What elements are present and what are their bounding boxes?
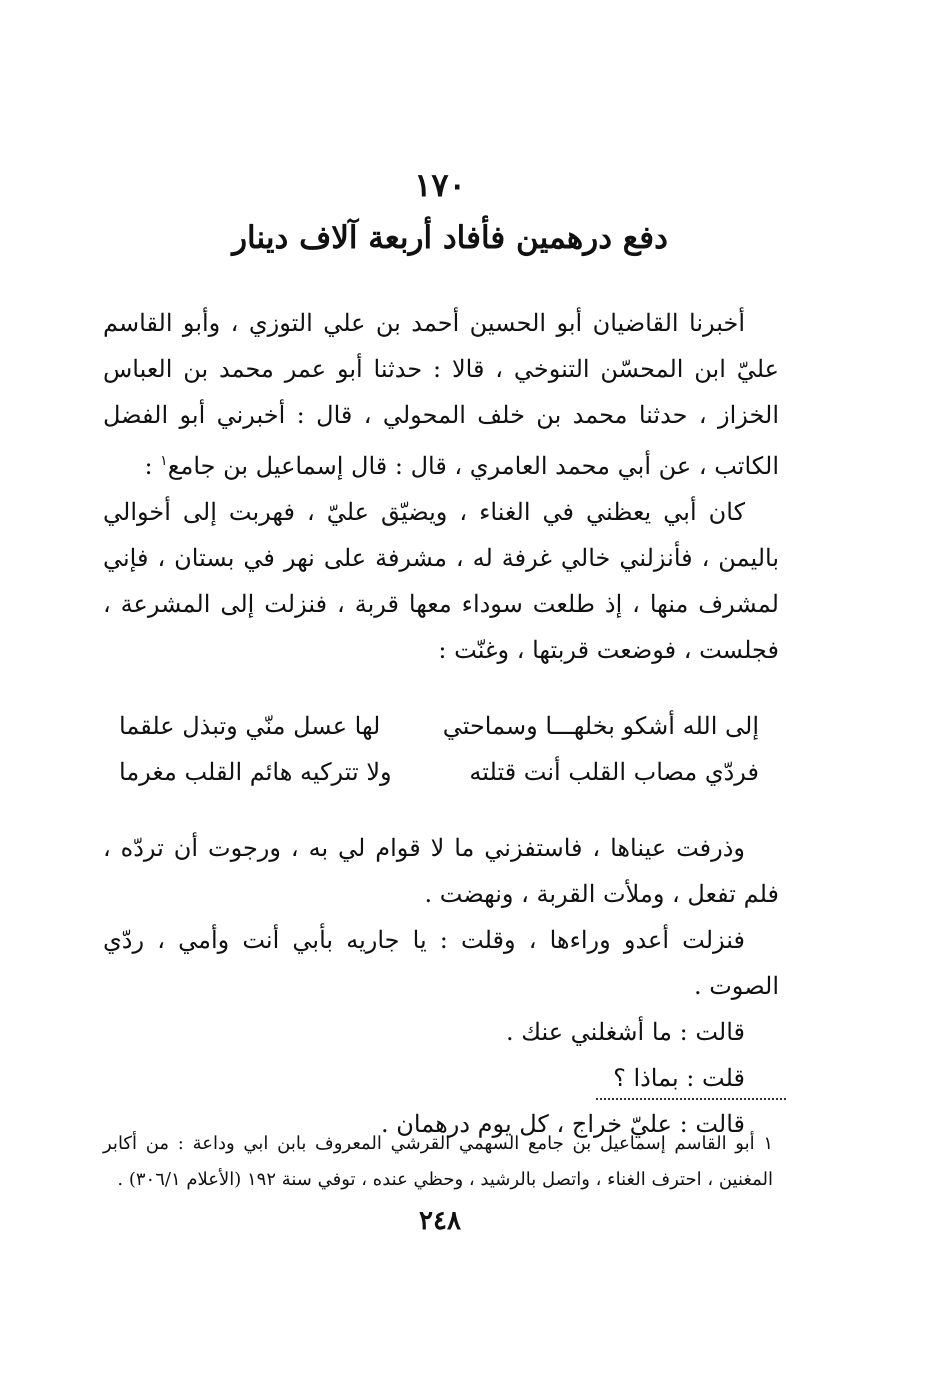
dialogue-line-3: قالت : عليّ خراج ، كل يوم درهمان .	[381, 1110, 745, 1138]
story-number: ١٧٠	[414, 166, 466, 204]
footnote	[103, 1126, 773, 1198]
spacer	[103, 673, 779, 703]
spacer	[103, 795, 779, 825]
verse-2-second-hemistich: ولا تتركيه هائم القلب مغرما	[119, 758, 392, 786]
isnad-paragraph	[103, 300, 779, 489]
verse-1-first-hemistich: إلى الله أشكو بخلهـــا وسماحتي	[442, 712, 759, 740]
isnad-text: أخبرنا القاضيان أبو الحسين أحمد بن علي التوزي ، وأبو القاسم عليّ ابن المحسّن التنوخي ، قالا : حدثنا أبو عمر محمد بن العباس الخزاز ، حدثنا محمد بن خلف المحولي ، قال : أخبرني أبو الفضل الكاتب ، عن أبي محمد العامري ، قال : قال إسماعيل بن جامع	[103, 309, 779, 480]
isnad-end: :	[144, 452, 161, 480]
verse-1-second-hemistich: لها عسل منّي وتبذل علقما	[119, 712, 381, 740]
verse-line-1	[119, 703, 779, 749]
footnote-ref: ١	[160, 453, 168, 469]
footnote-text: ١ أبو القاسم إسماعيل بن جامع السهمي القرشي المعروف بابن ابي وداعة : من أكابر المغنين ، احترف الغناء ، واتصل بالرشيد ، وحظي عنده ، توفي سنة ١٩٢ (الأعلام ٣٠٦/١) .	[103, 1133, 773, 1190]
dialogue-line-2: قلت : بماذا ؟	[613, 1064, 745, 1092]
paragraph-2: وذرفت عيناها ، فاستفزني ما لا قوام لي به ، ورجوت أن تردّه ، فلم تفعل ، وملأت القربة ، ونهضت .	[103, 834, 779, 908]
story-title: دفع درهمين فأفاد أربعة آلاف دينار	[232, 220, 668, 256]
verse-2-first-hemistich: فردّي مصاب القلب أنت قتلته	[469, 758, 759, 786]
dialogue-line-1: قالت : ما أشغلني عنك .	[505, 1018, 745, 1046]
footnote-separator	[596, 1098, 786, 1100]
paragraph-1: كان أبي يعظني في الغناء ، ويضيّق عليّ ، فهربت إلى أخوالي باليمن ، فأنزلني خالي غرفة له ، مشرفة على نهر في بستان ، فإني لمشرف منها ، إذ طلعت سوداء معها قربة ، فنزلت إلى المشرعة ، فجلست ، فوضعت قربتها ، وغنّت :	[103, 498, 779, 664]
story-body	[103, 300, 779, 1147]
paragraph-3: فنزلت أعدو وراءها ، وقلت : يا جاريه بأبي أنت وأمي ، ردّي الصوت .	[103, 926, 779, 1000]
verse-line-2	[119, 749, 779, 795]
page-number: ٢٤٨	[419, 1206, 461, 1236]
